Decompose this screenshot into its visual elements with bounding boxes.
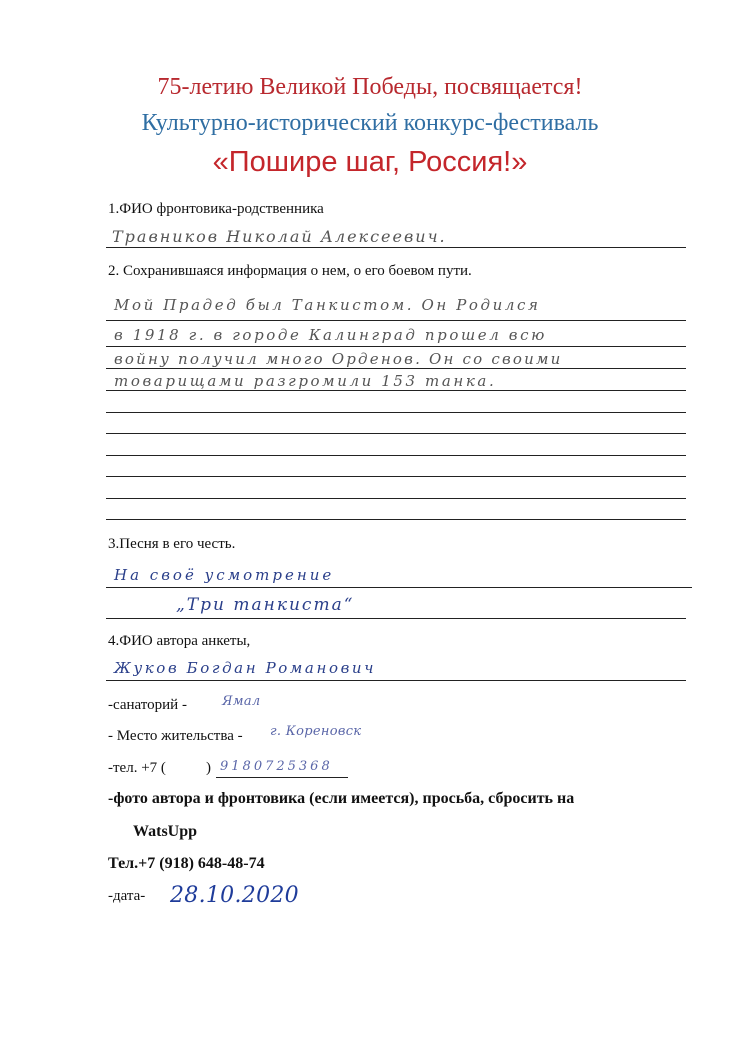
- bio-rule-10: [106, 519, 686, 520]
- phone-label: -тел. +7 (: [108, 760, 166, 776]
- date-label: -дата-: [108, 888, 146, 904]
- bio-rule-1: [106, 320, 686, 321]
- bio-rule-7: [106, 455, 686, 456]
- sanatorium-value: Ямал: [222, 694, 261, 709]
- bio-rule-8: [106, 476, 686, 477]
- bio-line-1: Мой Прадед был Танкистом. Он Родился: [114, 296, 541, 314]
- residence-label: - Место жительства -: [108, 728, 243, 744]
- bio-rule-5: [106, 412, 686, 413]
- author-name-value: Жуков Богдан Романович: [114, 659, 377, 677]
- date-value: 28.10.2020: [170, 883, 299, 908]
- bio-rule-2: [106, 346, 686, 347]
- bio-line-2: в 1918 г. в городе Калинград прошел всю: [114, 326, 547, 344]
- song-rule-1: [106, 587, 692, 588]
- veteran-name-line: [106, 247, 686, 248]
- phone-value: 9180725368: [220, 759, 333, 774]
- section4-label: 4.ФИО автора анкеты,: [108, 633, 251, 649]
- song-line-1: На своё усмотрение: [114, 566, 335, 584]
- bio-rule-9: [106, 498, 686, 499]
- messenger-name: WatsUpp: [133, 823, 198, 840]
- bio-line-4: товарищами разгромили 153 танка.: [114, 372, 497, 390]
- dedication-heading: 75-летию Великой Победы, посвящается!: [157, 74, 583, 100]
- festival-subtitle: Культурно-исторический конкурс-фестиваль: [141, 110, 599, 136]
- residence-value: г. Кореновск: [270, 724, 362, 739]
- song-line-2: „Три танкиста“: [176, 595, 355, 615]
- section2-label: 2. Сохранившаяся информация о нем, о его боевом пути.: [108, 263, 472, 279]
- veteran-name-value: Травников Николай Алексеевич.: [112, 227, 447, 246]
- bio-line-3: войну получил много Орденов. Он со своими: [114, 350, 563, 368]
- section1-label: 1.ФИО фронтовика-родственника: [108, 201, 324, 217]
- section3-label: 3.Песня в его честь.: [108, 536, 236, 552]
- photo-note: -фото автора и фронтовика (если имеется), просьба, сбросить на: [108, 790, 575, 807]
- bio-rule-3: [106, 368, 686, 369]
- phone-line: [216, 777, 348, 778]
- festival-title: «Пошире шаг, Россия!»: [212, 146, 528, 178]
- song-rule-2: [106, 618, 686, 619]
- sanatorium-label: -санаторий -: [108, 697, 187, 713]
- phone-close-paren: ): [206, 760, 211, 776]
- contact-phone: Тел.+7 (918) 648-48-74: [108, 855, 265, 872]
- bio-rule-4: [106, 390, 686, 391]
- author-name-line: [106, 680, 686, 681]
- bio-rule-6: [106, 433, 686, 434]
